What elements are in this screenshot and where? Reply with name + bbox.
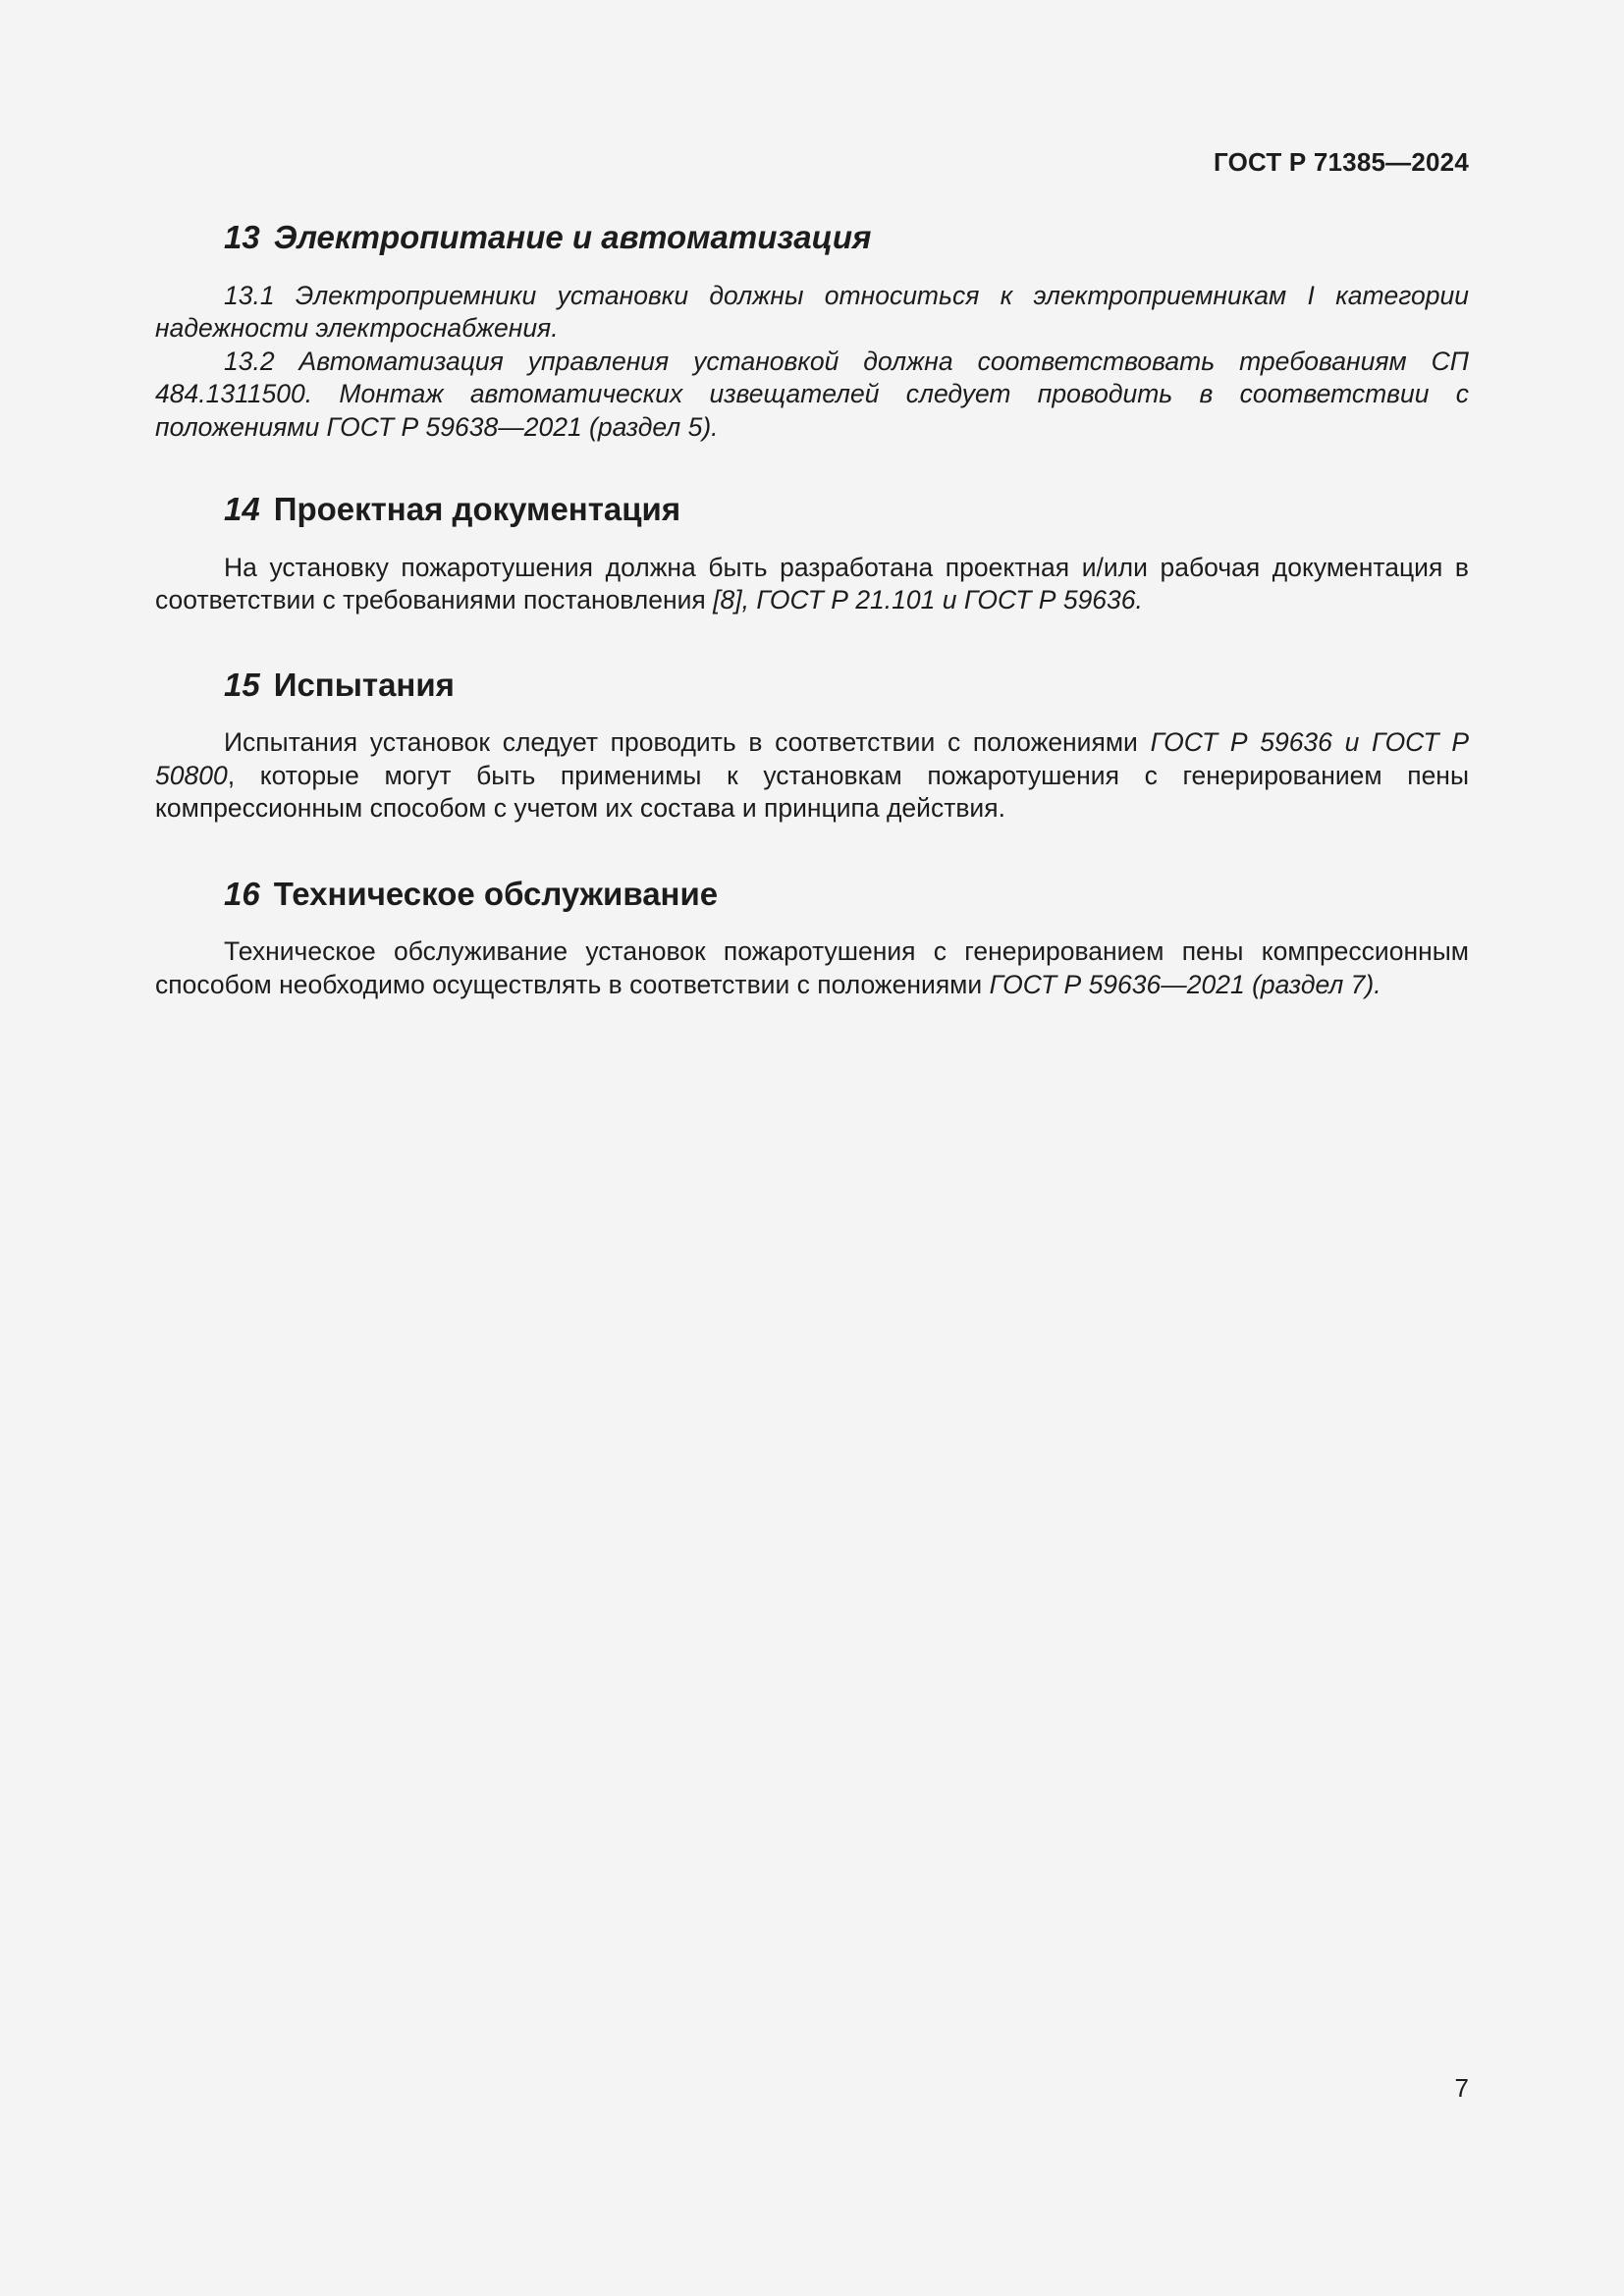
normative-references: ГОСТ Р 59636—2021 (раздел 7).	[989, 969, 1381, 999]
section-title: Проектная документация	[273, 491, 681, 528]
section-14-paragraph	[155, 552, 1469, 617]
section-heading	[224, 666, 1469, 705]
paragraph-text: Техническое обслуживание установок пожаротушения с генерированием пены компрессионным способом необходимо осуществлять в соответствии с положениями	[155, 936, 1469, 999]
section-15	[155, 666, 1469, 826]
section-title: Испытания	[273, 666, 455, 703]
section-13	[155, 218, 1469, 444]
section-14	[155, 490, 1469, 617]
document-body	[155, 218, 1469, 1001]
paragraph-text: На установку пожаротушения должна быть разработана проектная и/или рабочая документация в соответствии с требованиями постановления	[155, 552, 1469, 615]
section-number: 15	[224, 666, 260, 703]
page-number: 7	[1454, 2073, 1469, 2103]
normative-references: ГОСТ Р 59636 и ГОСТ Р 50800	[155, 727, 1469, 790]
section-number: 16	[224, 875, 260, 912]
section-number: 14	[224, 491, 260, 528]
clause-13-1: 13.1 Электроприемники установки должны относиться к электроприемникам I категории надежности электроснабжения.	[155, 280, 1469, 344]
clause-13-2: 13.2 Автоматизация управления установкой должна соответствовать требованиям СП 484.1311500. Монтаж автоматических извещателей следует проводить в соответствии с положениями ГОСТ Р 59638—2021 (раздел 5).	[155, 346, 1469, 442]
section-title: Техническое обслуживание	[273, 875, 719, 912]
section-heading	[224, 875, 1469, 914]
section-16	[155, 875, 1469, 1002]
section-number: 13	[224, 219, 260, 255]
normative-references: [8], ГОСТ Р 21.101 и ГОСТ Р 59636.	[713, 585, 1143, 615]
document-code: ГОСТ Р 71385—2024	[1214, 147, 1469, 177]
paragraph-text: , которые могут быть применимы к установкам пожаротушения с генерированием пены компрессионным способом с учетом их состава и принципа действия.	[155, 760, 1469, 824]
section-heading	[224, 490, 1469, 529]
section-title: Электропитание и автоматизация	[273, 219, 872, 255]
section-16-paragraph	[155, 935, 1469, 1001]
section-15-paragraph	[155, 726, 1469, 826]
section-heading	[224, 218, 1469, 257]
paragraph-text: Испытания установок следует проводить в соответствии с положениями	[224, 727, 1151, 758]
